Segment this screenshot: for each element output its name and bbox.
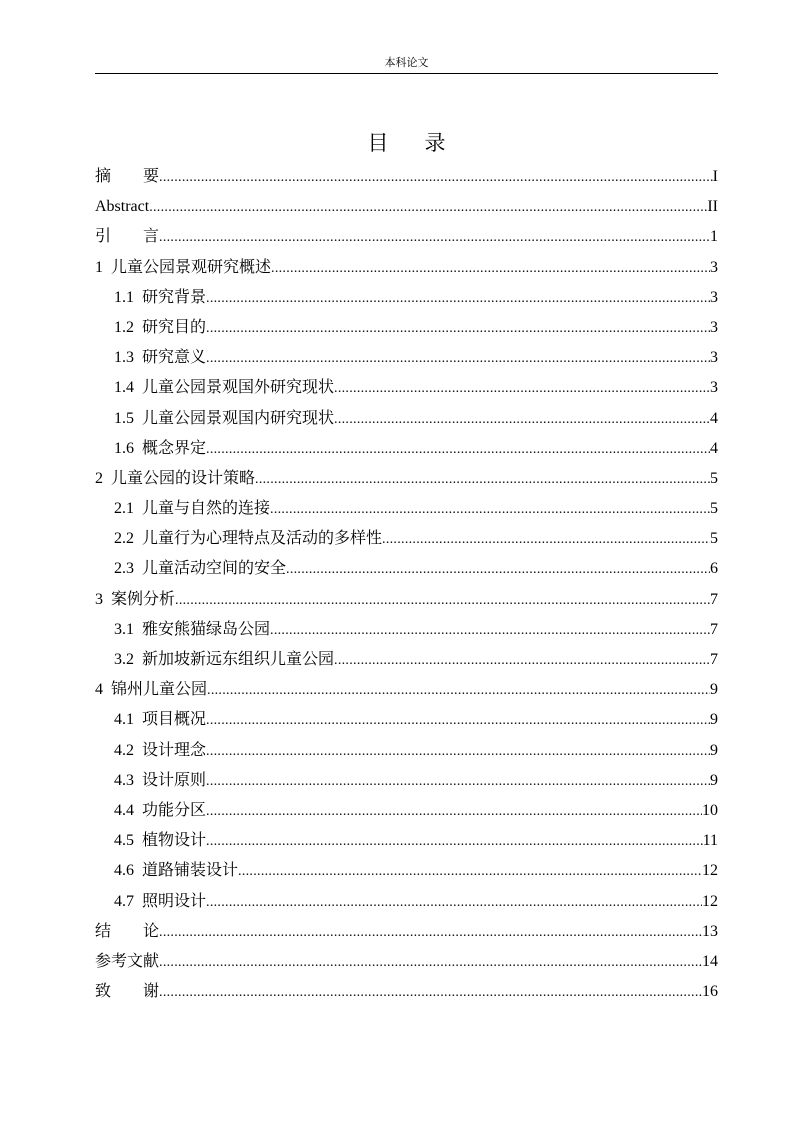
toc-leader-dots bbox=[207, 675, 710, 706]
toc-leader-dots bbox=[206, 434, 710, 465]
toc-entry[interactable] bbox=[95, 434, 718, 464]
toc-entry-number: 4.2 bbox=[114, 741, 134, 759]
toc-entry[interactable] bbox=[95, 524, 718, 554]
toc-entry-number: 1.1 bbox=[114, 288, 134, 306]
toc-entry-label: 设计原则 bbox=[142, 771, 207, 789]
toc-entry-number: 1.3 bbox=[114, 349, 134, 367]
toc-entry[interactable] bbox=[95, 192, 718, 222]
toc-entry-label: 儿童公园的设计策略 bbox=[111, 469, 256, 487]
toc-leader-dots bbox=[206, 705, 710, 736]
toc-entry[interactable] bbox=[95, 766, 718, 796]
toc-leader-dots bbox=[206, 736, 710, 767]
toc-entry-page: 3 bbox=[710, 379, 718, 397]
toc-leader-dots bbox=[159, 947, 702, 978]
toc-entry[interactable] bbox=[95, 645, 718, 675]
toc-entry[interactable] bbox=[95, 283, 718, 313]
toc-entry-number: 4.1 bbox=[114, 711, 134, 729]
toc-entry-label: 儿童公园景观国内研究现状 bbox=[142, 409, 335, 427]
toc-entry[interactable] bbox=[95, 253, 718, 283]
toc-entry-label: 儿童与自然的连接 bbox=[142, 500, 271, 518]
toc-entry-page: I bbox=[712, 168, 718, 185]
toc-leader-dots bbox=[334, 645, 710, 676]
toc-leader-dots bbox=[382, 524, 710, 555]
toc-entry-page: 7 bbox=[710, 590, 718, 608]
toc-entry-label: 功能分区 bbox=[142, 801, 207, 819]
toc-entry-page: 7 bbox=[710, 651, 718, 668]
toc-entry-number: 2.1 bbox=[114, 500, 134, 518]
toc-entry-label: 设计理念 bbox=[142, 741, 207, 759]
toc-entry-number: 4 bbox=[95, 681, 103, 699]
toc-entry-page: 3 bbox=[710, 258, 718, 276]
toc-entry-label: 摘 要 bbox=[95, 168, 160, 185]
toc-entry-label: 儿童公园景观研究概述 bbox=[111, 258, 272, 276]
toc-entry[interactable] bbox=[95, 554, 718, 584]
toc-entry-label: 项目概况 bbox=[142, 711, 207, 729]
toc-entry[interactable] bbox=[95, 494, 718, 524]
toc-entry-page: 9 bbox=[710, 741, 718, 759]
toc-entry[interactable] bbox=[95, 615, 718, 645]
toc-entry-number: 4.7 bbox=[114, 892, 134, 910]
toc-entry-label: 儿童行为心理特点及活动的多样性 bbox=[142, 530, 383, 548]
toc-entry-page: 10 bbox=[702, 801, 718, 819]
toc-leader-dots bbox=[159, 162, 713, 193]
toc-entry[interactable] bbox=[95, 464, 718, 494]
toc-entry-label: 研究目的 bbox=[142, 318, 207, 336]
toc-entry-label: 引 言 bbox=[95, 228, 160, 246]
toc-leader-dots bbox=[159, 917, 702, 948]
toc-entry[interactable] bbox=[95, 736, 718, 766]
toc-leader-dots bbox=[270, 494, 710, 525]
toc-entry-number: 2.3 bbox=[114, 560, 134, 578]
toc-leader-dots bbox=[206, 796, 702, 827]
toc-leader-dots bbox=[286, 554, 710, 585]
toc-entry-page: 12 bbox=[702, 862, 718, 880]
toc-entry-number: 1 bbox=[95, 258, 103, 276]
toc-entry[interactable] bbox=[95, 917, 718, 947]
toc-entry[interactable] bbox=[95, 796, 718, 826]
toc-entry-page: 9 bbox=[710, 681, 718, 699]
toc-entry-label: 照明设计 bbox=[142, 892, 207, 910]
toc-entry[interactable] bbox=[95, 675, 718, 705]
toc-leader-dots bbox=[175, 585, 710, 616]
toc-entry[interactable] bbox=[95, 343, 718, 373]
toc-entry-label: 植物设计 bbox=[142, 832, 207, 850]
toc-entry-label: 概念界定 bbox=[142, 439, 207, 457]
toc-entry[interactable] bbox=[95, 373, 718, 403]
toc-entry-page: 1 bbox=[710, 228, 718, 246]
toc-entry-page: 12 bbox=[702, 892, 718, 910]
toc-title: 目录 bbox=[367, 131, 482, 155]
toc-leader-dots bbox=[334, 404, 710, 435]
toc-entry[interactable] bbox=[95, 585, 718, 615]
toc-entry-label: 新加坡新远东组织儿童公园 bbox=[142, 651, 335, 668]
toc-entry-page: II bbox=[707, 198, 718, 216]
toc-entry-page: 5 bbox=[710, 469, 718, 487]
toc-leader-dots bbox=[271, 253, 710, 284]
toc-entry-number: 2 bbox=[95, 469, 103, 487]
page-header: 本科论文 bbox=[384, 57, 429, 69]
toc-entry-label: 案例分析 bbox=[111, 590, 176, 608]
toc-entry[interactable] bbox=[95, 947, 718, 977]
toc-entry-page: 6 bbox=[710, 560, 718, 578]
toc-leader-dots bbox=[206, 887, 702, 918]
toc-entry[interactable] bbox=[95, 313, 718, 343]
toc-list bbox=[95, 162, 718, 1007]
toc-leader-dots bbox=[206, 766, 710, 797]
toc-entry-number: 1.6 bbox=[114, 439, 134, 457]
toc-leader-dots bbox=[159, 222, 710, 253]
toc-entry-page: 4 bbox=[710, 439, 718, 457]
toc-entry-number: 2.2 bbox=[114, 530, 134, 548]
toc-entry-label: 雅安熊猫绿岛公园 bbox=[142, 620, 271, 638]
toc-entry[interactable] bbox=[95, 887, 718, 917]
toc-entry-label: 儿童公园景观国外研究现状 bbox=[142, 379, 335, 397]
toc-entry[interactable] bbox=[95, 162, 718, 192]
toc-entry-label: 锦州儿童公园 bbox=[111, 681, 208, 699]
toc-entry-number: 3.1 bbox=[114, 620, 134, 638]
toc-entry-page: 13 bbox=[702, 922, 718, 940]
toc-entry-page: 3 bbox=[710, 288, 718, 306]
toc-entry-label: 结 论 bbox=[95, 922, 160, 940]
toc-entry-label: 道路铺装设计 bbox=[142, 862, 239, 880]
toc-entry-number: 4.6 bbox=[114, 862, 134, 880]
toc-leader-dots bbox=[206, 283, 710, 314]
toc-entry-page: 5 bbox=[710, 530, 718, 548]
toc-entry[interactable] bbox=[95, 826, 718, 856]
toc-leader-dots bbox=[206, 313, 710, 344]
toc-entry-number: 3 bbox=[95, 590, 103, 608]
toc-entry-page: 11 bbox=[702, 832, 718, 850]
toc-entry-label: 研究背景 bbox=[142, 288, 207, 306]
toc-entry-number: 1.2 bbox=[114, 318, 134, 336]
toc-leader-dots bbox=[334, 373, 710, 404]
toc-entry[interactable] bbox=[95, 705, 718, 735]
header-rule bbox=[95, 73, 718, 74]
toc-entry-page: 7 bbox=[710, 620, 718, 638]
toc-entry[interactable] bbox=[95, 856, 718, 886]
toc-entry[interactable] bbox=[95, 404, 718, 434]
toc-entry-label: 参考文献 bbox=[95, 952, 160, 970]
toc-entry-page: 4 bbox=[710, 409, 718, 427]
toc-leader-dots bbox=[255, 464, 710, 495]
toc-entry[interactable] bbox=[95, 222, 718, 252]
toc-entry-page: 16 bbox=[702, 983, 718, 1001]
toc-entry-label: 致 谢 bbox=[95, 983, 160, 1001]
toc-entry-number: 4.4 bbox=[114, 801, 134, 819]
toc-entry-number: 4.3 bbox=[114, 771, 134, 789]
toc-entry-number: 1.4 bbox=[114, 379, 134, 397]
toc-entry-number: 4.5 bbox=[114, 832, 134, 850]
toc-entry-page: 9 bbox=[710, 711, 718, 729]
toc-entry-number: 1.5 bbox=[114, 409, 134, 427]
toc-leader-dots bbox=[149, 192, 707, 223]
toc-entry-label: Abstract bbox=[95, 198, 150, 216]
toc-leader-dots bbox=[159, 977, 702, 1008]
toc-entry-page: 3 bbox=[710, 349, 718, 367]
toc-entry-label: 儿童活动空间的安全 bbox=[142, 560, 287, 578]
toc-leader-dots bbox=[238, 856, 702, 887]
toc-entry-page: 14 bbox=[702, 952, 718, 970]
toc-leader-dots bbox=[206, 343, 710, 374]
toc-leader-dots bbox=[206, 826, 703, 857]
toc-entry-number: 3.2 bbox=[114, 651, 134, 668]
toc-entry-page: 3 bbox=[710, 318, 718, 336]
toc-entry-label: 研究意义 bbox=[142, 349, 207, 367]
toc-entry[interactable] bbox=[95, 977, 718, 1007]
toc-entry-page: 5 bbox=[710, 500, 718, 518]
toc-leader-dots bbox=[270, 615, 710, 646]
toc-entry-page: 9 bbox=[710, 771, 718, 789]
